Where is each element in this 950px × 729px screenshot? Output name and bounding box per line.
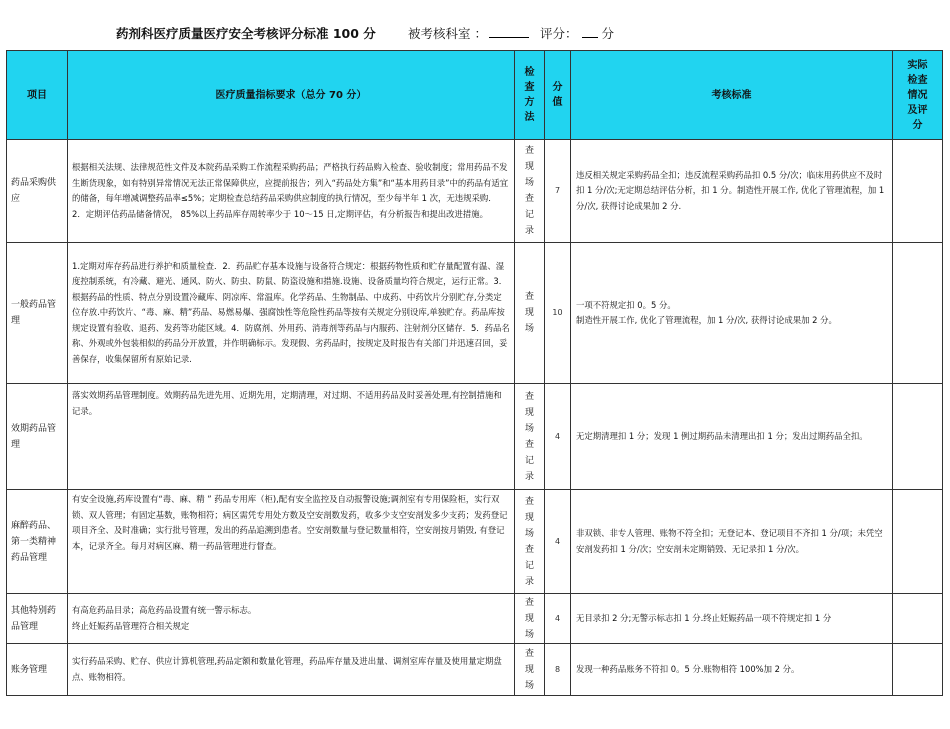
method-char: 查 <box>524 648 534 659</box>
method-cell <box>515 644 545 696</box>
item-cell: 一般药品管理 <box>7 243 68 384</box>
method-char: 录 <box>524 576 534 587</box>
actual-score-cell[interactable] <box>893 490 943 594</box>
requirement-cell: 实行药品采购、贮存、供应计算机管理,药品定额和数量化管理，药品库存量及进出量、调剂室库存量及使用量定期盘点、账物相符。 <box>68 644 515 696</box>
assessment-table <box>6 50 943 696</box>
standard-cell: 发现一种药品账务不符扣 0。5 分.账物相符 100%加 2 分。 <box>571 644 893 696</box>
score-cell: 10 <box>545 243 571 384</box>
col-header-requirement: 医疗质量指标要求（总分 70 分） <box>68 51 515 140</box>
actual-score-cell[interactable] <box>893 594 943 644</box>
method-char: 场 <box>524 178 534 188</box>
method-char: 场 <box>524 680 534 691</box>
method-char: 现 <box>524 664 534 675</box>
score-blank[interactable] <box>582 25 598 38</box>
method-char: 录 <box>524 471 534 482</box>
method-char: 现 <box>524 613 534 624</box>
standard-text: 一项不符规定扣 0。5 分。 制造性开展工作, 优化了管理流程，加 1 分/次, 获得讨论成果加 2 分。 <box>576 299 837 325</box>
header-row <box>7 51 943 140</box>
requirement-cell: 有安全设施,药库设置有“毒、麻、精 ” 药品专用库（柜),配有安全监控及自动报警设施;调剂室有专用保险柜，实行双锁、双人管理；有固定基数，账物相符；病区需凭专用处方数及空安剖数发药，收多少支空安剖发多少支药；发药登记项目齐全、及时准确；实行批号管理，发出的药品追溯到患者。空安剖数量与登记数量相符，空安剖按月销毁, 有登记本，记录齐全。每月对病区麻、精一药品管理进行督查。 <box>68 490 515 594</box>
requirement-cell: 落实效期药品管理制度。效期药品先进先用、近期先用，定期清理，对过期、不适用药品及时妥善处理,有控制措施和记录。 <box>68 384 515 490</box>
standard-cell: 无定期清理扣 1 分；发现 1 例过期药品未清理出扣 1 分；发出过期药品全扣。 <box>571 384 893 490</box>
method-cell <box>515 243 545 384</box>
col-header-actual-line: 分 <box>912 119 923 131</box>
requirement-cell: 1.定期对库存药品进行养护和质量检查．2．药品贮存基本设施与设备符合规定：根据药物性质和贮存量配置有温、湿度控制系统，有冷藏、避光、通风、防火、防虫、防鼠、防盗设施和措施.设施、设备质量均符合规定，运行正常。3．根据药品的性质、特点分别设置冷藏库、阴凉库、常温库。化学药品、生物制品、中成药、中药饮片分别贮存,分类定位存放.中药饮片、“毒、麻、精”药品、易燃易爆、强腐蚀性等危险性药品等按有关规定分别设库,单独贮存。药品库按规定设置有验收、退药、发药等功能区域。4．防腐剂、外用药、消毒剂等药品与内服药、注射剂分区储存．5．药品名称、外观或外包装相似的药品分开放置，并作明确标示。发现假、劣药品时，按规定及时报告有关部门并迅速召回，妥善保存，收集保留所有原始记录. <box>68 243 515 384</box>
method-cell <box>515 140 545 243</box>
method-char: 记 <box>524 455 534 466</box>
col-header-standard: 考核标准 <box>571 51 893 140</box>
item-cell: 药品采购供应 <box>7 140 68 243</box>
requirement-text: 有高危药品目录；高危药品设置有统一警示标志。 终止妊娠药品管理符合相关规定 <box>72 605 257 631</box>
actual-score-cell[interactable] <box>893 644 943 696</box>
method-char: 查 <box>524 194 534 204</box>
method-char: 记 <box>524 210 534 220</box>
method-char: 现 <box>524 162 534 172</box>
col-header-method <box>515 51 545 140</box>
col-header-method-char: 方 <box>524 97 535 108</box>
actual-score-cell[interactable] <box>893 384 943 490</box>
col-header-actual-line: 及评 <box>907 104 928 116</box>
method-char: 查 <box>524 496 534 507</box>
score-label: 评分： <box>540 26 578 41</box>
method-char: 录 <box>524 226 534 236</box>
col-header-item: 项目 <box>7 51 68 140</box>
requirement-cell <box>68 594 515 644</box>
table-row <box>7 490 943 594</box>
item-cell: 麻醉药品、第一类精神药品管理 <box>7 490 68 594</box>
method-char: 场 <box>524 423 534 434</box>
method-char: 查 <box>524 439 534 450</box>
method-char: 查 <box>524 391 534 402</box>
method-cell <box>515 384 545 490</box>
method-cell <box>515 490 545 594</box>
score-field <box>540 24 614 42</box>
col-header-method-char: 法 <box>524 112 535 123</box>
score-cell: 7 <box>545 140 571 243</box>
item-cell: 效期药品管理 <box>7 384 68 490</box>
method-char: 查 <box>524 597 534 608</box>
title-bar <box>0 24 950 44</box>
document-title: 药剂科医疗质量医疗安全考核评分标准 100 分 <box>116 26 376 41</box>
standard-cell: 非双锁、非专人管理、账物不符全扣；无登记本、登记项目不齐扣 1 分/项；未凭空安剖发药扣 1 分/次；空安剖未定期销毁、无记录扣 1 分/次。 <box>571 490 893 594</box>
method-char: 场 <box>524 324 534 334</box>
actual-score-cell[interactable] <box>893 140 943 243</box>
col-header-actual-line: 检查 <box>907 74 928 86</box>
method-char: 现 <box>524 407 534 418</box>
item-cell: 其他特别药品管理 <box>7 594 68 644</box>
standard-cell: 无目录扣 2 分;无警示标志扣 1 分.终止妊娠药品一项不符规定扣 1 分 <box>571 594 893 644</box>
col-header-score-char: 值 <box>552 97 563 108</box>
department-field <box>408 24 531 42</box>
col-header-method-char: 查 <box>524 82 535 93</box>
department-label: 被考核科室 ： <box>408 26 487 41</box>
table-row <box>7 243 943 384</box>
table-row <box>7 140 943 243</box>
col-header-method-char: 检 <box>524 67 535 78</box>
col-header-actual-line: 情况 <box>907 89 928 101</box>
col-header-score <box>545 51 571 140</box>
col-header-score-char: 分 <box>552 82 563 93</box>
table-row <box>7 644 943 696</box>
method-char: 查 <box>524 146 534 156</box>
score-unit: 分 <box>601 26 615 41</box>
method-char: 场 <box>524 528 534 539</box>
score-cell: 8 <box>545 644 571 696</box>
col-header-actual-line: 实际 <box>907 59 928 71</box>
actual-score-cell[interactable] <box>893 243 943 384</box>
score-cell: 4 <box>545 490 571 594</box>
standard-cell: 违反相关规定采购药品全扣；违反流程采购药品扣 0.5 分/次；临床用药供应不及时扣 1 分/次;无定期总结评估分析，扣 1 分。制造性开展工作, 优化了管理流程，加 1 分/次, 获得讨论成果加 2 分. <box>571 140 893 243</box>
table-row <box>7 384 943 490</box>
method-char: 查 <box>524 292 534 302</box>
method-char: 场 <box>524 629 534 640</box>
method-char: 现 <box>524 512 534 523</box>
score-cell: 4 <box>545 384 571 490</box>
requirement-cell: 根据相关法规、法律规范性文件及本院药品采购工作流程采购药品；严格执行药品购入检查、验收制度；常用药品不发生断货现象，如有特别异常情况无法正常保障供应，应提前报告；列入“药品处方集”和“基本用药目录”中的药品有适宜的储备，每年增减调整药品率≤5%；定期检查总结药品采购供应制度的执行情况，至少每半年 1 次，无违规采购．2．定期评估药品储备情况， 85%以上药品库存周转率少于 10～15 日,定期评估，有分析报告和提出改进措施。 <box>68 140 515 243</box>
col-header-actual <box>893 51 943 140</box>
method-char: 记 <box>524 560 534 571</box>
table-row <box>7 594 943 644</box>
method-char: 现 <box>524 308 534 318</box>
standard-cell <box>571 243 893 384</box>
method-char: 查 <box>524 544 534 555</box>
department-blank[interactable] <box>489 25 529 38</box>
score-cell: 4 <box>545 594 571 644</box>
method-cell <box>515 594 545 644</box>
item-cell: 账务管理 <box>7 644 68 696</box>
